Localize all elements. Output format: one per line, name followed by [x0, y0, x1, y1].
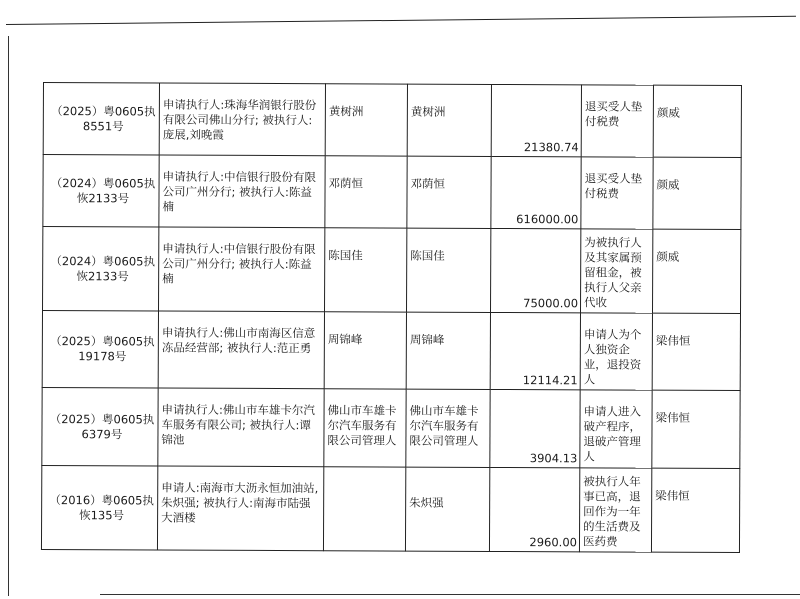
- payee-cell: 佛山市车雄卡尔汽车服务有限公司管理人: [406, 389, 490, 467]
- scan-page-edge-top: [6, 16, 796, 39]
- case-number-cell: （2025）粤0605执19178号: [42, 311, 158, 389]
- table-row: [43, 155, 741, 230]
- recipient-cell: 陈国佳: [325, 228, 407, 312]
- amount-cell: 21380.74: [491, 84, 581, 156]
- execution-refund-table: [41, 82, 742, 553]
- recipient-cell: 佛山市车雄卡尔汽车服务有限公司管理人: [324, 389, 406, 467]
- payee-cell: 邓荫恒: [407, 156, 491, 228]
- judge-cell: 颜威: [653, 85, 741, 157]
- case-number-cell: （2016）粤0605执恢135号: [41, 465, 157, 550]
- reason-cell: 为被执行人及其家属预留租金，被执行人父亲代收: [580, 229, 652, 313]
- case-number-cell: （2024）粤0605执恢2133号: [43, 155, 159, 228]
- reason-cell: 申请人为个人独资企业，退投资人: [580, 313, 652, 390]
- reason-cell: 退买受人垫付税费: [581, 157, 653, 229]
- case-number-cell: （2024）粤0605执恢2133号: [43, 227, 159, 312]
- judge-cell: 颜威: [653, 157, 741, 229]
- judge-cell: 梁伟恒: [652, 313, 740, 390]
- parties-cell: 申请执行人:珠海华润银行股份有限公司佛山分行; 被执行人:庞展,刘晚霞: [159, 83, 325, 156]
- parties-cell: 申请执行人:佛山市车雄卡尔汽车服务有限公司; 被执行人:谭锦池: [158, 388, 324, 467]
- payee-cell: 朱炽强: [405, 467, 489, 551]
- amount-cell: 12114.21: [490, 312, 580, 389]
- table-row: [42, 387, 740, 468]
- scan-page-edge-bottom: [100, 594, 800, 596]
- parties-cell: 申请执行人:中信银行股份有限公司广州分行; 被执行人:陈益楠: [159, 155, 325, 228]
- table-row: [43, 83, 741, 158]
- scan-page-edge-left: [8, 36, 10, 596]
- recipient-cell: 邓荫恒: [325, 156, 407, 228]
- amount-cell: 75000.00: [490, 228, 580, 312]
- table-row: [41, 465, 739, 552]
- payee-cell: 陈国佳: [406, 228, 490, 312]
- reason-cell: 退买受人垫付税费: [581, 85, 653, 157]
- judge-cell: 颜威: [652, 229, 740, 313]
- amount-cell: 2960.00: [489, 467, 579, 551]
- reason-cell: 被执行人年事已高，退回作为一年的生活费及医药费: [579, 468, 651, 552]
- table-row: [42, 311, 740, 391]
- judge-cell: 梁伟恒: [651, 468, 739, 552]
- table-row: [43, 227, 741, 314]
- parties-cell: 申请人:南海市大沥永恒加油站,朱炽强; 被执行人:南海市陆强大酒楼: [157, 466, 323, 551]
- parties-cell: 申请执行人:佛山市南海区信意冻品经营部; 被执行人:范正勇: [158, 311, 324, 389]
- recipient-cell: 黄树洲: [325, 84, 407, 156]
- parties-cell: 申请执行人:中信银行股份有限公司广州分行; 被执行人:陈益楠: [159, 227, 325, 312]
- amount-cell: 616000.00: [491, 156, 581, 228]
- reason-cell: 申请人进入破产程序，退破产管理人: [580, 390, 652, 468]
- case-number-cell: （2025）粤0605执8551号: [43, 83, 159, 156]
- case-number-cell: （2025）粤0605执6379号: [42, 387, 158, 466]
- recipient-cell: [323, 467, 405, 551]
- judge-cell: 梁伟恒: [652, 390, 740, 468]
- recipient-cell: 周锦峰: [324, 312, 406, 389]
- payee-cell: 黄树洲: [407, 84, 491, 156]
- amount-cell: 3904.13: [490, 389, 580, 467]
- payee-cell: 周锦峰: [406, 312, 490, 389]
